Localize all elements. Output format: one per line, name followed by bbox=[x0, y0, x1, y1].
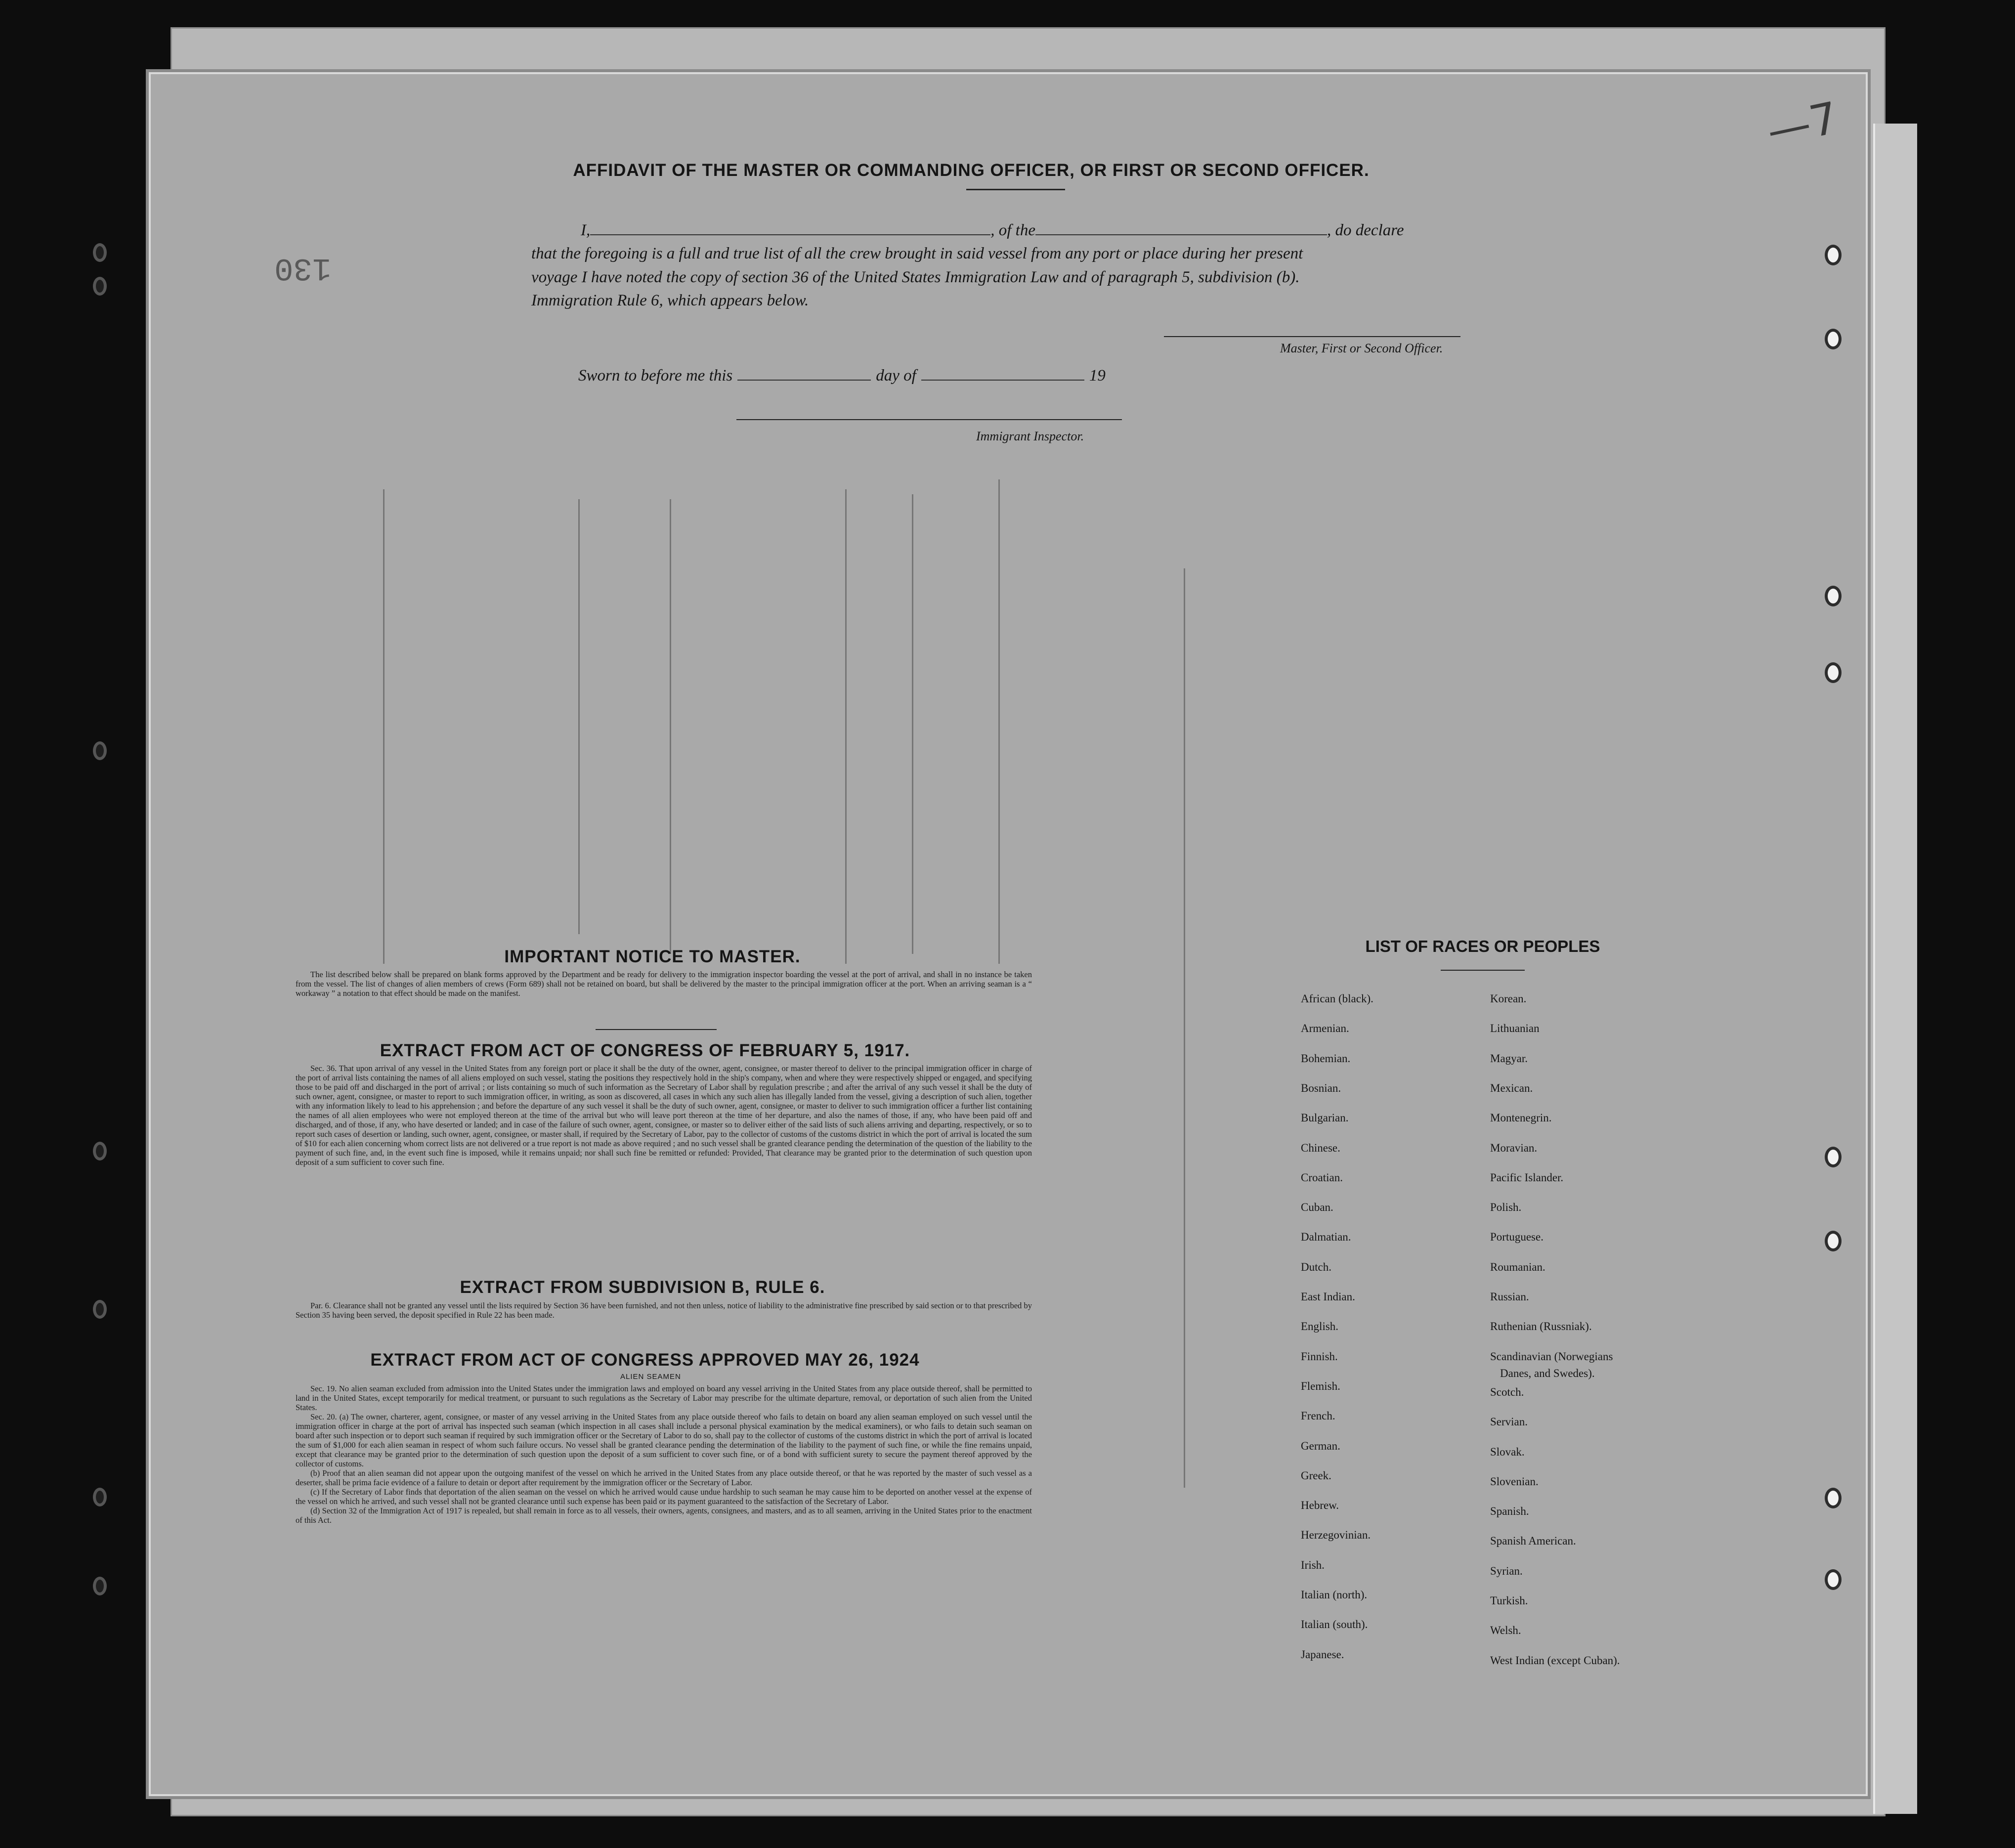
form-page bbox=[151, 74, 1866, 1794]
race-item: Flemish. bbox=[1301, 1380, 1340, 1392]
bleed-through-line bbox=[998, 479, 1000, 964]
bleed-through-line bbox=[383, 489, 385, 964]
section-19-paragraph: Sec. 19. No alien seaman excluded from admission into the United States under the immigration laws and employed on board any vessel arriving in the United States from any place outside thereof, shall be permitted to land in the United States, except temporarily for medical treatment, or pursuant to such regulations as the Secretary of Labor may prescribe for the ultimate departure, removal, or deportation of such alien from the United States. bbox=[296, 1384, 1032, 1412]
race-item: Welsh. bbox=[1490, 1624, 1521, 1636]
notice-text bbox=[296, 970, 1032, 998]
race-item: Lithuanian bbox=[1490, 1022, 1540, 1034]
race-item: Portuguese. bbox=[1490, 1231, 1543, 1243]
races-title: LIST OF RACES OR PEOPLES bbox=[1365, 937, 1600, 955]
races-rule bbox=[1441, 970, 1525, 971]
extract-1917-text bbox=[296, 1064, 1032, 1167]
race-item: Irish. bbox=[1301, 1559, 1325, 1571]
section-20d-paragraph: (d) Section 32 of the Immigration Act of 1917 is repealed, but shall remain in force as to all vessels, their owners, agents, consignees, and masters, and as to all seamen, arriving in the United States prior to the enactment of this Act. bbox=[296, 1506, 1032, 1525]
race-item: Spanish American. bbox=[1490, 1535, 1576, 1547]
day-blank bbox=[737, 368, 871, 381]
notice-title: IMPORTANT NOTICE TO MASTER. bbox=[504, 947, 801, 966]
signature-caption: Master, First or Second Officer. bbox=[1280, 341, 1443, 355]
section-20b-paragraph: (b) Proof that an alien seaman did not appear upon the outgoing manifest of the vessel on which he arrived in the United States from any place outside thereof, or that he was reported by the master of such vessel as a deserter, shall be prima facie evidence of a failure to detain or deport after requirement by the immigration officer or the Secretary of Labor. bbox=[296, 1468, 1032, 1487]
binder-hole bbox=[93, 1142, 107, 1160]
binder-hole bbox=[1825, 662, 1842, 683]
extract-1924-text bbox=[296, 1384, 1032, 1525]
race-item: Slovak. bbox=[1490, 1446, 1525, 1458]
race-item: Spanish. bbox=[1490, 1505, 1529, 1517]
race-item-continuation: Danes, and Swedes). bbox=[1500, 1367, 1595, 1379]
divider bbox=[596, 1029, 717, 1030]
race-item: Roumanian. bbox=[1490, 1261, 1545, 1273]
race-item: Italian (north). bbox=[1301, 1589, 1368, 1601]
title-rule bbox=[966, 189, 1065, 190]
binder-hole bbox=[1825, 329, 1842, 349]
race-item: African (black). bbox=[1301, 992, 1373, 1005]
name-blank bbox=[590, 222, 990, 235]
section-20c-paragraph: (c) If the Secretary of Labor finds that deportation of the alien seaman on the vessel on which he arrived would cause undue hardship to such seaman he may cause him to be deported on another vessel at the expense of the vessel on which he arrived, and such vessel shall not be granted clearance until such expense has been paid or its payment guaranteed to the satisfaction of the Secretary of Labor. bbox=[296, 1487, 1032, 1506]
binder-hole bbox=[93, 277, 107, 296]
page-corner-mark: —7 bbox=[1762, 92, 1843, 157]
race-item: Scandinavian (Norwegians bbox=[1490, 1350, 1613, 1363]
race-item: Finnish. bbox=[1301, 1350, 1338, 1363]
binder-hole bbox=[1825, 1231, 1842, 1251]
extract-1924-title: EXTRACT FROM ACT OF CONGRESS APPROVED MAY 26, 1924 bbox=[370, 1350, 920, 1370]
signature-line bbox=[1164, 336, 1460, 337]
race-item: English. bbox=[1301, 1320, 1339, 1332]
race-item: West Indian (except Cuban). bbox=[1490, 1654, 1620, 1667]
race-item: Turkish. bbox=[1490, 1594, 1528, 1607]
race-item: German. bbox=[1301, 1440, 1340, 1452]
race-item: Scotch. bbox=[1490, 1386, 1524, 1398]
sworn-line bbox=[578, 367, 1106, 385]
year-prefix: 19 bbox=[1089, 367, 1106, 385]
race-item: Italian (south). bbox=[1301, 1618, 1368, 1631]
race-item: Polish. bbox=[1490, 1201, 1522, 1213]
binder-hole bbox=[93, 1488, 107, 1506]
extract-rule6-title: EXTRACT FROM SUBDIVISION B, RULE 6. bbox=[460, 1278, 825, 1297]
race-item: Greek. bbox=[1301, 1469, 1331, 1482]
notice-paragraph: The list described below shall be prepared on blank forms approved by the Department and be ready for delivery to the immigration inspector boarding the vessel at the port of arrival, and shall in no instance be taken from the vessel. The list of changes of alien members of crews (Form 689) shall not be retained on board, but shall be delivered by the master to the principal immigration officer at the port. When an arriving seaman is a “ workaway ” a notation to that effect should be made on the manifest. bbox=[296, 970, 1032, 998]
bleed-through-line bbox=[912, 494, 913, 954]
inspector-line bbox=[736, 419, 1122, 420]
race-item: Montenegrin. bbox=[1490, 1112, 1552, 1124]
race-item: Magyar. bbox=[1490, 1052, 1528, 1065]
vessel-blank bbox=[1035, 222, 1327, 235]
alien-seamen-caption: ALIEN SEAMEN bbox=[620, 1373, 681, 1381]
binder-hole bbox=[1825, 1488, 1842, 1508]
race-item: Japanese. bbox=[1301, 1648, 1344, 1661]
race-item: Hebrew. bbox=[1301, 1499, 1339, 1511]
binder-hole bbox=[1825, 1569, 1842, 1590]
section-36-paragraph: Sec. 36. That upon arrival of any vessel in the United States from any foreign port or place it shall be the duty of the owner, agent, consignee, or master thereof to deliver to the principal immigration officer in charge of the port of arrival lists containing the names of all aliens employed on such vessel, stating the positions they respectively hold in the ship's company, when and where they were respectively shipped or engaged, and specifying those to be paid off and discharged in the port of arrival ; or lists containing so much of such information as the Secretary of Labor shall by regulation prescribe ; and after the arrival of any such vessel it shall be the duty of such owner, agent, consignee, or master to report to such immigration officer, in writing, as soon as discovered, all cases in which any such alien has illegally landed from the vessel, giving a description of such alien, together with any information likely to lead to his apprehension ; and before the departure of any such vessel it shall be the duty of such owner, agent, consignee, or master to deliver to such immigration officer a further list containing the names of all alien employees who were not employed thereon at the time of the arrival but who will leave port thereon at the time of her departure, and also the names of those, if any, who have been paid off and discharged, and of those, if any, who have deserted or landed; and in case of the failure of such owner, agent, consignee, or master so to deliver either of the said lists of such aliens arriving and departing, respectively, or so to report such cases of desertion or landing, such owner, agent, consignee, or master shall, if required by the Secretary of Labor, pay to the collector of customs of the customs district in which the port of arrival is located the sum of $10 for each alien concerning whom correct lists are not delivered or a true report is not made as above required ; and no such vessel shall be granted clearance pending the determination of the question of the liability to the payment of such fine, and, in the event such fine is imposed, while it remains unpaid; nor shall such fine be remitted or refunded: Provided, That clearance may be granted prior to the determination of such question upon deposit of a sum sufficient to cover such fine. bbox=[296, 1064, 1032, 1167]
bleed-through-line bbox=[1184, 568, 1185, 1488]
binder-hole bbox=[1825, 1147, 1842, 1167]
sworn-text: Sworn to before me this bbox=[578, 367, 733, 385]
race-item: Croatian. bbox=[1301, 1171, 1343, 1184]
race-item: Ruthenian (Russniak). bbox=[1490, 1320, 1592, 1332]
section-20a-paragraph: Sec. 20. (a) The owner, charterer, agent, consignee, or master of any vessel arriving in the United States from any place outside thereof who fails to detain on board any alien seaman employed on such vessel until the immigration officer in charge at the port of arrival has inspected such seaman (which inspection in all cases shall include a personal physical examination by the medical examiners), or who fails to detain such seaman on board after such inspection or to deport such seaman if required by such immigration officer or the Secretary of Labor to do so, shall pay to the collector of customs of the customs district in which the port of arrival is located the sum of $1,000 for each alien seaman in respect of whom such failure occurs. No vessel shall be granted clearance pending the determination of the liability to the payment of such fine, or while the fine remains unpaid, except that clearance may be granted prior to the determination of such question upon the deposit of a sum sufficient to cover such fine, or of a bond with sufficient surety to secure the payment thereof approved by the collector of customs. bbox=[296, 1412, 1032, 1468]
race-item: Dutch. bbox=[1301, 1261, 1331, 1273]
bleed-through-line bbox=[578, 499, 580, 934]
bleed-through-line bbox=[670, 499, 671, 954]
binder-hole bbox=[93, 1577, 107, 1595]
race-item: Chinese. bbox=[1301, 1142, 1340, 1154]
race-item: Dalmatian. bbox=[1301, 1231, 1351, 1243]
binder-hole bbox=[1825, 586, 1842, 606]
race-item: Bosnian. bbox=[1301, 1082, 1341, 1094]
extract-1917-title: EXTRACT FROM ACT OF CONGRESS OF FEBRUARY 5, 1917. bbox=[380, 1041, 910, 1060]
race-item: Korean. bbox=[1490, 992, 1527, 1005]
race-item: Herzegovinian. bbox=[1301, 1529, 1371, 1541]
binder-hole bbox=[93, 1300, 107, 1319]
affidavit-line-2: that the foregoing is a full and true list of all the crew brought in said vessel from any port or place during her present bbox=[531, 245, 1303, 262]
race-item: East Indian. bbox=[1301, 1290, 1355, 1303]
paragraph-6: Par. 6. Clearance shall not be granted any vessel until the lists required by Section 36 have been furnished, and not then unless, notice of liability to the administrative fine prescribed by said section or to that prescribed by Section 35 having been served, the deposit specified in Rule 22 has been made. bbox=[296, 1301, 1032, 1320]
affidavit-line-3: voyage I have noted the copy of section 36 of the United States Immigration Law and of paragraph 5, subdivision (b). bbox=[531, 268, 1300, 286]
race-item: Mexican. bbox=[1490, 1082, 1533, 1094]
race-item: Russian. bbox=[1490, 1290, 1529, 1303]
binder-hole bbox=[93, 741, 107, 760]
race-item: Moravian. bbox=[1490, 1142, 1538, 1154]
bleed-through-number: 130 bbox=[274, 250, 332, 285]
affidavit-title: AFFIDAVIT OF THE MASTER OR COMMANDING OFFICER, OR FIRST OR SECOND OFFICER. bbox=[573, 161, 1370, 180]
affidavit-line-4: Immigration Rule 6, which appears below. bbox=[531, 292, 809, 309]
race-item: French. bbox=[1301, 1410, 1335, 1422]
inspector-caption: Immigrant Inspector. bbox=[976, 429, 1084, 443]
affidavit-line-1 bbox=[581, 221, 1404, 240]
month-blank bbox=[921, 368, 1084, 381]
day-of-text: day of bbox=[876, 367, 916, 385]
race-item: Slovenian. bbox=[1490, 1475, 1539, 1488]
race-item: Bohemian. bbox=[1301, 1052, 1351, 1065]
race-item: Cuban. bbox=[1301, 1201, 1333, 1213]
race-item: Armenian. bbox=[1301, 1022, 1349, 1034]
binder-hole bbox=[1825, 245, 1842, 265]
race-item: Pacific Islander. bbox=[1490, 1171, 1564, 1184]
race-item: Bulgarian. bbox=[1301, 1112, 1349, 1124]
binder-hole bbox=[93, 243, 107, 262]
affidavit-of-the: , of the bbox=[990, 221, 1035, 239]
back-sheet-edge bbox=[1873, 124, 1917, 1814]
affidavit-do-declare: , do declare bbox=[1327, 221, 1404, 239]
bleed-through-line bbox=[845, 489, 847, 964]
race-item: Syrian. bbox=[1490, 1565, 1523, 1577]
affidavit-i: I, bbox=[581, 221, 591, 239]
extract-rule6-text bbox=[296, 1301, 1032, 1320]
race-item: Servian. bbox=[1490, 1416, 1528, 1428]
